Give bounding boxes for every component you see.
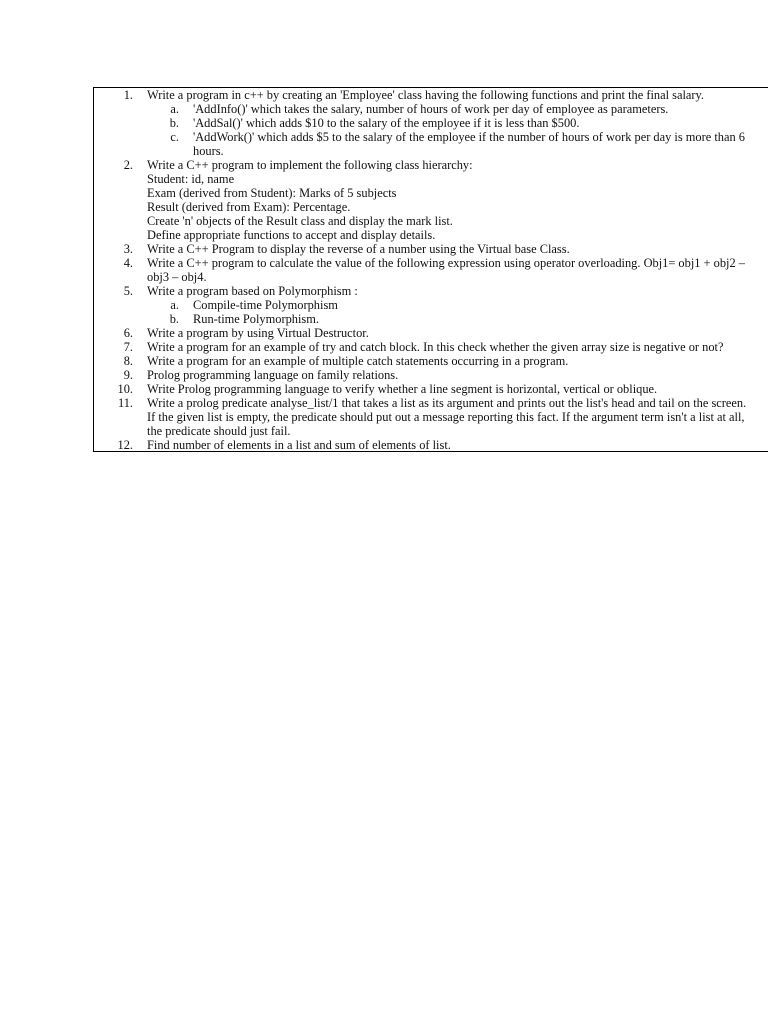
item-continuation-text: obj3 – obj4. [147,270,207,284]
subitem-text: 'AddWork()' which adds $5 to the salary of the employee if the number of hours of work per day is more than 6 [193,130,745,144]
subitem-letter: c. [170,130,179,144]
item-continuation-text: the predicate should just fail. [147,424,291,438]
subitem-text: hours. [193,144,224,158]
item-text: Write a program for an example of try and catch block. In this check whether the given array size is negative or not? [147,340,724,354]
item-text: Prolog programming language on family relations. [147,368,399,382]
item-continuation-text: Create 'n' objects of the Result class and display the mark list. [147,214,453,228]
item-continuation-text: Student: id, name [147,172,235,186]
item-number: 3. [123,242,133,256]
item-number: 11. [117,396,133,410]
item-text: Write a program in c++ by creating an 'Employee' class having the following functions and print the final salary. [147,88,704,102]
item-text: Write a C++ program to calculate the value of the following expression using operator overloading. Obj1= obj1 + obj2 – [147,256,745,270]
subitem-letter: b. [169,116,179,130]
item-text: Write a program based on Polymorphism : [147,284,358,298]
item-text: Write a program by using Virtual Destructor. [147,326,369,340]
item-text: Find number of elements in a list and sum of elements of list. [147,438,451,452]
item-continuation-text: If the given list is empty, the predicate should put out a message reporting this fact. If the argument term isn't a list at all, [147,410,745,424]
item-text: Write a C++ Program to display the reverse of a number using the Virtual base Class. [147,242,570,256]
item-text: Write a C++ program to implement the following class hierarchy: [147,158,473,172]
item-number: 1. [123,88,133,102]
item-continuation-text: Exam (derived from Student): Marks of 5 subjects [147,186,397,200]
subitem-text: 'AddSal()' which adds $10 to the salary of the employee if it is less than $500. [193,116,580,130]
item-number: 12. [117,438,133,452]
subitem-letter: a. [170,102,179,116]
item-number: 8. [123,354,133,368]
subitem-text: Run-time Polymorphism. [193,312,319,326]
item-number: 10. [117,382,133,396]
subitem-letter: a. [170,298,179,312]
item-number: 2. [123,158,133,172]
item-number: 6. [123,326,133,340]
item-text: Write Prolog programming language to verify whether a line segment is horizontal, vertical or oblique. [147,382,658,396]
item-number: 5. [123,284,133,298]
item-number: 4. [123,256,133,270]
item-number: 9. [123,368,133,382]
item-number: 7. [123,340,133,354]
item-continuation-text: Result (derived from Exam): Percentage. [147,200,351,214]
item-continuation-text: Define appropriate functions to accept and display details. [147,228,436,242]
subitem-text: 'AddInfo()' which takes the salary, number of hours of work per day of employee as parameters. [193,102,669,116]
subitem-text: Compile-time Polymorphism [193,298,338,312]
item-text: Write a prolog predicate analyse_list/1 that takes a list as its argument and prints out the list's head and tail on the screen. [147,396,747,410]
subitem-letter: b. [169,312,179,326]
item-text: Write a program for an example of multiple catch statements occurring in a program. [147,354,569,368]
